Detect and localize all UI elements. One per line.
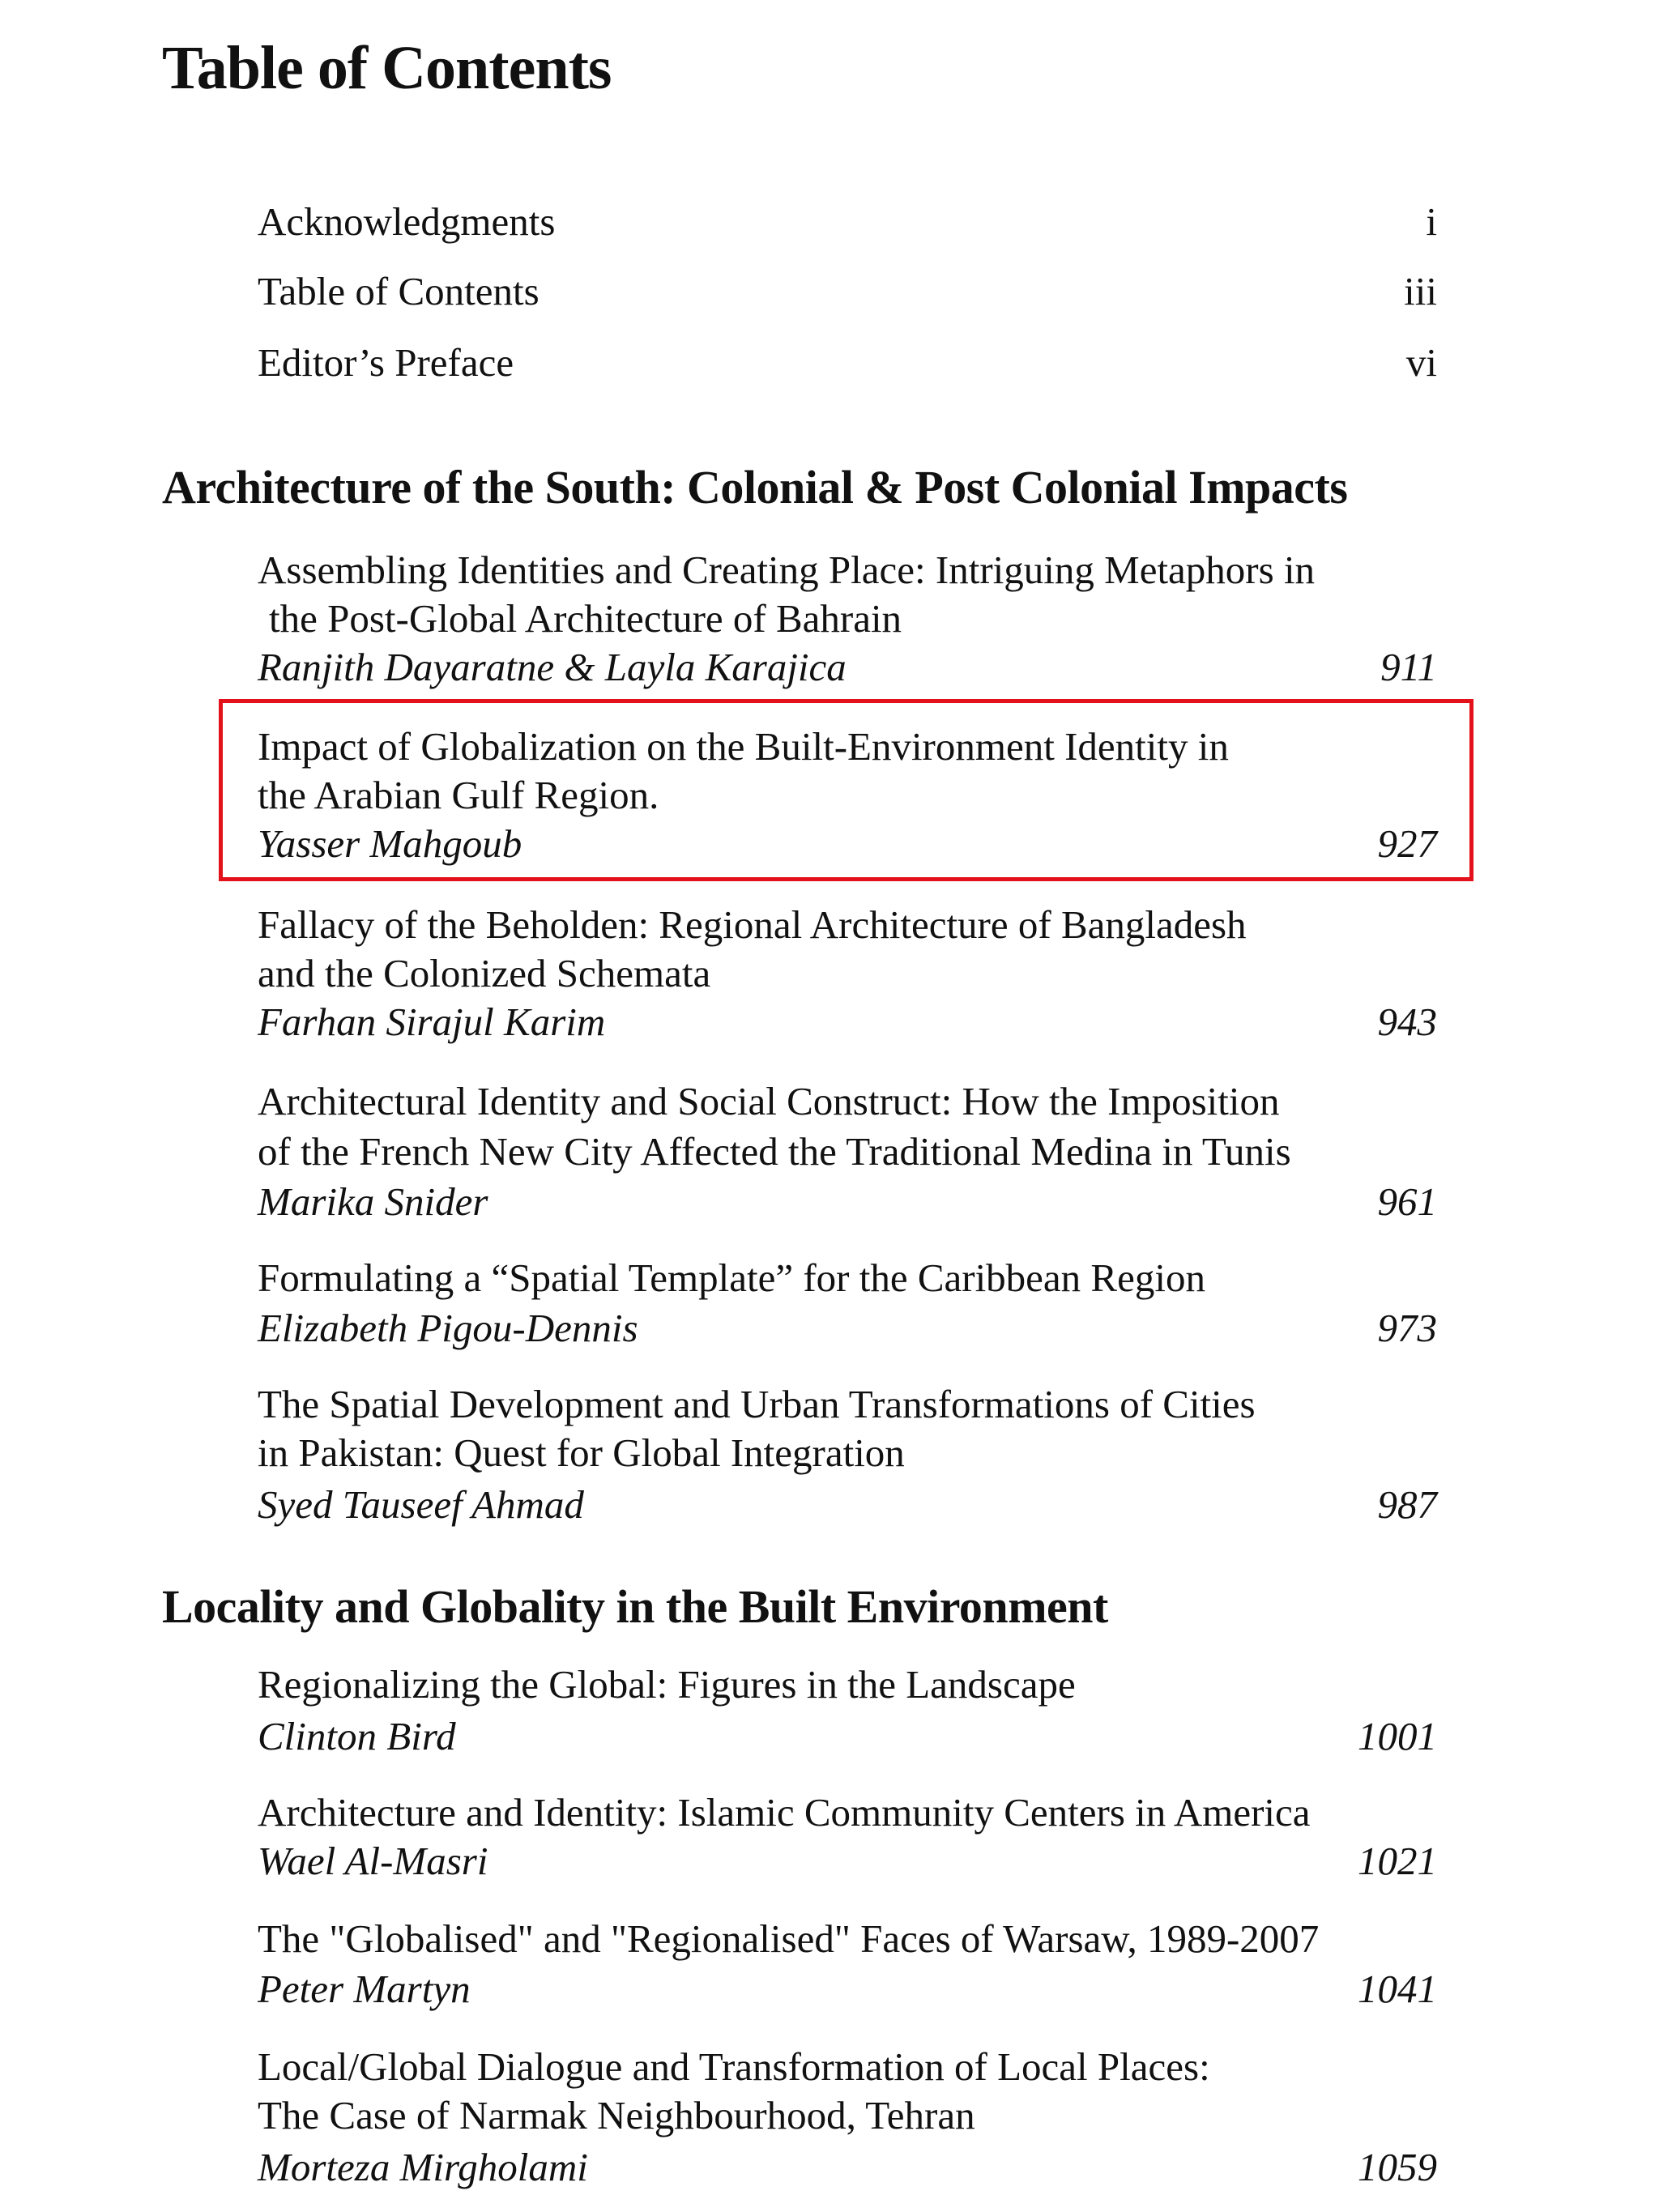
section-heading: Locality and Globality in the Built Environment xyxy=(162,1580,1108,1633)
front-matter-entry xyxy=(258,339,1437,387)
entry-page-number: 961 xyxy=(1377,1179,1437,1224)
entry-title-line: in Pakistan: Quest for Global Integration xyxy=(258,1430,905,1475)
entry-author: Clinton Bird xyxy=(258,1714,456,1758)
entry-page-number: 911 xyxy=(1380,645,1437,689)
entry-title-line: the Arabian Gulf Region. xyxy=(258,773,659,817)
front-matter-page: i xyxy=(1426,199,1437,244)
entry-author: Ranjith Dayaratne & Layla Karajica xyxy=(258,645,847,689)
entry-page-number: 987 xyxy=(1377,1482,1437,1527)
entry-title-line: The Case of Narmak Neighbourhood, Tehran xyxy=(258,2093,975,2137)
entry-title-line: Architectural Identity and Social Construct: How the Imposition xyxy=(258,1079,1280,1123)
front-matter-page: iii xyxy=(1404,269,1437,313)
front-matter-page: vi xyxy=(1405,340,1437,385)
entry-author: Syed Tauseef Ahmad xyxy=(258,1482,584,1527)
front-matter-entry xyxy=(258,267,1437,316)
entry-title-line: Formulating a “Spatial Template” for the Caribbean Region xyxy=(258,1255,1205,1300)
entry-title-line: Regionalizing the Global: Figures in the Landscape xyxy=(258,1662,1076,1707)
entry-page-number: 1041 xyxy=(1358,1967,1437,2011)
entry-author: Elizabeth Pigou-Dennis xyxy=(258,1306,638,1350)
entry-author: Wael Al-Masri xyxy=(258,1839,488,1883)
entry-author: Peter Martyn xyxy=(258,1967,471,2011)
section-heading: Architecture of the South: Colonial & Post Colonial Impacts xyxy=(162,461,1348,514)
front-matter-title: Table of Contents xyxy=(258,269,539,313)
entry-page-number: 973 xyxy=(1377,1306,1437,1350)
entry-title-line: Fallacy of the Beholden: Regional Architecture of Bangladesh xyxy=(258,902,1247,947)
entry-title-line: of the French New City Affected the Traditional Medina in Tunis xyxy=(258,1129,1291,1174)
entry-page-number: 943 xyxy=(1377,999,1437,1044)
front-matter-title: Editor’s Preface xyxy=(258,340,514,385)
entry-author: Marika Snider xyxy=(258,1179,488,1224)
front-matter-title: Acknowledgments xyxy=(258,199,556,244)
entry-page-number: 1001 xyxy=(1358,1714,1437,1758)
entry-title-line: and the Colonized Schemata xyxy=(258,951,711,995)
entry-author: Yasser Mahgoub xyxy=(258,821,522,866)
entry-title-line: Architecture and Identity: Islamic Community Centers in America xyxy=(258,1790,1311,1835)
entry-page-number: 1021 xyxy=(1358,1839,1437,1883)
entry-title-line: Impact of Globalization on the Built-Environment Identity in xyxy=(258,724,1229,769)
entry-page-number: 927 xyxy=(1377,821,1437,866)
entry-page-number: 1059 xyxy=(1358,2145,1437,2189)
entry-title-line: The "Globalised" and "Regionalised" Faces of Warsaw, 1989-2007 xyxy=(258,1916,1320,1961)
entry-title-line: The Spatial Development and Urban Transformations of Cities xyxy=(258,1382,1256,1426)
entry-title-line: the Post-Global Architecture of Bahrain xyxy=(269,596,902,641)
page-title: Table of Contents xyxy=(162,34,612,102)
entry-author: Morteza Mirgholami xyxy=(258,2145,588,2189)
entry-title-line: Local/Global Dialogue and Transformation of Local Places: xyxy=(258,2044,1210,2089)
front-matter-entry xyxy=(258,198,1437,246)
entry-title-line: Assembling Identities and Creating Place: Intriguing Metaphors in xyxy=(258,548,1316,592)
entry-author: Farhan Sirajul Karim xyxy=(258,999,606,1044)
